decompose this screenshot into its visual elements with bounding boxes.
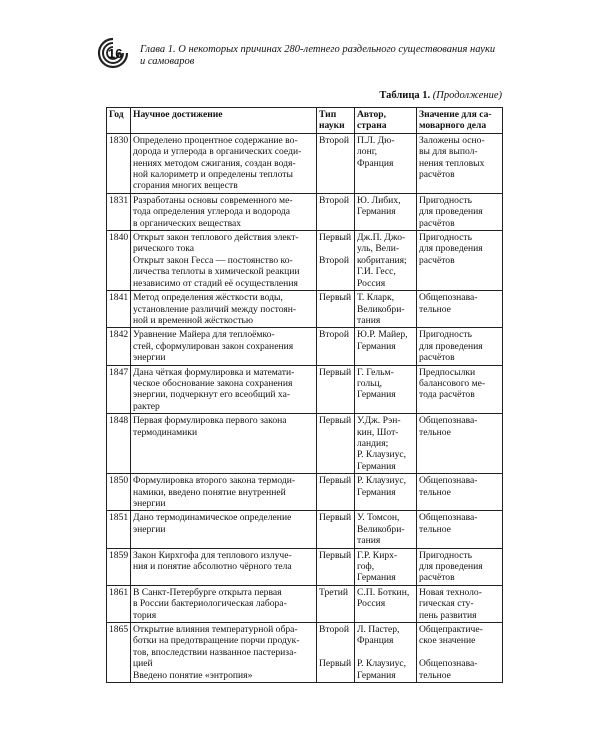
cell-significance: [417, 585, 503, 622]
cell-year: 1842: [107, 328, 131, 365]
table-caption: [379, 90, 502, 101]
cell-type-line: [319, 647, 352, 658]
cell-author-line: [357, 647, 414, 658]
cell-significance: [417, 623, 503, 683]
cell-achievement: [131, 623, 317, 683]
cell-author-line: Германия: [357, 206, 396, 218]
cell-significance-line: [419, 647, 500, 658]
cell-author-line: Г.Р. Кирх-: [357, 549, 398, 561]
cell-author-line: ландия;: [357, 437, 389, 449]
cell-type: [317, 133, 355, 193]
cell-author-line: гоф,: [357, 561, 375, 573]
cell-achievement-line: ной калориметр и определены теплоты: [133, 169, 293, 181]
cell-significance-line: расчётов: [419, 352, 455, 364]
cell-type-line: Первый: [319, 512, 352, 524]
table-row: [107, 193, 503, 230]
cell-type-line: Второй: [319, 329, 349, 341]
cell-achievement: [131, 585, 317, 622]
cell-significance-line: тельное: [419, 426, 451, 438]
cell-year: 1859: [107, 548, 131, 585]
cell-significance: [417, 133, 503, 193]
cell-significance-line: тельное: [419, 486, 451, 498]
cell-author-line: тания: [357, 535, 381, 547]
cell-type-line: Второй: [319, 254, 349, 266]
cell-achievement-line: термодинамики: [133, 426, 198, 438]
cell-type-line: Первый: [319, 415, 352, 427]
cell-author-line: Г. Гельм-: [357, 366, 394, 378]
cell-significance-line: Общепознава-: [419, 475, 478, 487]
cell-achievement: [131, 474, 317, 511]
cell-type-line: Первый: [319, 292, 352, 304]
cell-significance: [417, 365, 503, 414]
cell-significance-line: Пригодность: [419, 194, 472, 206]
cell-author-line: П.Л. Дю-: [357, 134, 395, 146]
cell-achievement-line: Дано термодинамическое определение: [133, 512, 292, 524]
cell-author-line: уль, Вели-: [357, 243, 400, 255]
cell-type: [317, 328, 355, 365]
cell-achievement-line: в органических веществах: [133, 217, 242, 229]
cell-significance-line: расчётов: [419, 572, 455, 584]
cell-author-line: Р. Клаузиус,: [357, 475, 407, 487]
cell-author: [355, 623, 417, 683]
cell-type-line: Третий: [319, 586, 349, 598]
running-head: [140, 44, 520, 68]
cell-author-line: Германия: [357, 340, 396, 352]
cell-author-line: Россия: [357, 277, 386, 289]
cell-year: 1851: [107, 511, 131, 548]
header-significance: [417, 108, 503, 134]
cell-achievement-line: личества теплоты в химической реакции: [133, 266, 300, 278]
cell-significance-line: Пригодность: [419, 329, 472, 341]
header-achievement: Научное достижение: [131, 108, 317, 134]
cell-author: [355, 193, 417, 230]
cell-significance: [417, 548, 503, 585]
cell-achievement-line: энергии: [133, 498, 166, 509]
cell-author-line: кин, Шот-: [357, 426, 399, 438]
cell-author-line: Франция: [357, 635, 394, 647]
cell-author: [355, 548, 417, 585]
table-row: [107, 231, 503, 291]
cell-achievement-line: Уравнение Майера для теплоёмко-: [133, 329, 275, 341]
cell-type-line: Первый: [319, 475, 352, 487]
cell-author-line: Л. Пастер,: [357, 624, 400, 636]
cell-achievement-line: Введено понятие «энтропия»: [133, 669, 253, 681]
cell-achievement-line: установление различий между постоян-: [133, 303, 297, 315]
cell-type: [317, 291, 355, 328]
cell-author-line: Германия: [357, 572, 396, 584]
cell-achievement: [131, 328, 317, 365]
table-row: [107, 328, 503, 365]
cell-year: 1848: [107, 414, 131, 474]
cell-achievement-line: Дана чёткая формулировка и математи-: [133, 366, 295, 378]
cell-achievement-line: рического тока: [133, 243, 195, 255]
table-caption-label: Таблица 1.: [379, 90, 431, 101]
table-caption-note: (Продолжение): [432, 90, 502, 101]
cell-achievement-line: в России бактериологическая лабора-: [133, 598, 287, 610]
cell-year: 1865: [107, 623, 131, 683]
cell-significance-line: расчётов: [419, 169, 455, 181]
cell-achievement: [131, 414, 317, 474]
cell-achievement-line: дорода и углерода в органических соеди-: [133, 146, 302, 158]
cell-significance: [417, 328, 503, 365]
table-row: [107, 623, 503, 683]
cell-achievement-line: тода определения углерода и водорода: [133, 206, 291, 218]
cell-achievement-line: ческое обоснование закона сохранения: [133, 377, 293, 389]
cell-significance-line: ское значение: [419, 635, 476, 647]
cell-author: [355, 133, 417, 193]
achievements-table: [106, 107, 503, 683]
cell-year: 1830: [107, 133, 131, 193]
table-row: [107, 291, 503, 328]
cell-type-line: Первый: [319, 232, 352, 244]
cell-significance-line: для проведения: [419, 561, 483, 573]
cell-author-line: У. Томсон,: [357, 512, 400, 524]
cell-author-line: Ю. Либих,: [357, 194, 401, 206]
cell-achievement: [131, 193, 317, 230]
cell-author-line: гольц,: [357, 377, 383, 389]
cell-type-line: [319, 243, 352, 254]
cell-author-line: Германия: [357, 389, 396, 401]
cell-author: [355, 291, 417, 328]
cell-achievement-line: намики, введено понятие внутренней: [133, 486, 286, 498]
cell-significance: [417, 193, 503, 230]
cell-author: [355, 328, 417, 365]
cell-significance-line: Новая техноло-: [419, 586, 482, 598]
cell-significance-line: тельное: [419, 303, 451, 315]
table-row: [107, 585, 503, 622]
header-type-line: науки: [319, 120, 345, 132]
cell-achievement-line: нениях методом сжигания, создан водя-: [133, 157, 296, 169]
cell-type: [317, 623, 355, 683]
cell-achievement: [131, 133, 317, 193]
cell-year: 1850: [107, 474, 131, 511]
cell-achievement-line: энергии, подчеркнут его всеобщий ха-: [133, 389, 291, 401]
cell-significance-line: Пригодность: [419, 549, 472, 561]
table-row: [107, 548, 503, 585]
cell-type: [317, 511, 355, 548]
cell-author: [355, 511, 417, 548]
cell-author-line: Дж.П. Джо-: [357, 232, 406, 244]
cell-significance: [417, 414, 503, 474]
cell-author-line: Великобри-: [357, 523, 405, 535]
running-head-line: Глава 1. О некоторых причинах 280-летнего раздельного существования науки: [140, 44, 496, 55]
page-number: 16: [108, 46, 123, 61]
cell-significance-line: Общепрактиче-: [419, 624, 483, 636]
cell-year: 1841: [107, 291, 131, 328]
cell-type: [317, 414, 355, 474]
cell-achievement-line: рактер: [133, 400, 160, 412]
cell-achievement-line: энергии: [133, 352, 166, 364]
cell-achievement: [131, 511, 317, 548]
cell-year: 1831: [107, 193, 131, 230]
header-author-line: страна: [357, 120, 387, 132]
cell-achievement: [131, 548, 317, 585]
cell-type-line: Второй: [319, 624, 349, 636]
cell-significance-line: Заложены осно-: [419, 134, 485, 146]
table-row: [107, 511, 503, 548]
cell-achievement-line: Определено процентное содержание во-: [133, 134, 298, 146]
cell-year: 1847: [107, 365, 131, 414]
cell-author-line: Германия: [357, 669, 396, 681]
cell-achievement-line: тов, впоследствии названное пастериза-: [133, 646, 297, 658]
cell-achievement-line: Метод определения жёсткости воды,: [133, 292, 283, 304]
table-row: [107, 474, 503, 511]
cell-achievement-line: стей, сформулирован закон сохранения: [133, 340, 294, 352]
cell-type: [317, 548, 355, 585]
cell-achievement-line: энергии: [133, 523, 166, 535]
cell-significance-line: расчётов: [419, 254, 455, 266]
header-type: [317, 108, 355, 134]
cell-achievement: [131, 365, 317, 414]
cell-achievement-line: цией: [133, 658, 153, 670]
header-year: Год: [107, 108, 131, 134]
cell-type-line: Первый: [319, 549, 352, 561]
cell-author-line: Г.И. Гесс,: [357, 266, 396, 278]
cell-author: [355, 585, 417, 622]
cell-achievement-line: ния и понятие абсолютно чёрного тела: [133, 561, 292, 573]
table-body: [107, 133, 503, 682]
table-row: [107, 133, 503, 193]
cell-achievement-line: Открыт закон теплового действия элект-: [133, 232, 299, 244]
cell-significance-line: тельное: [419, 669, 451, 681]
cell-achievement-line: В Санкт-Петербурге открыта первая: [133, 586, 282, 598]
cell-significance-line: тельное: [419, 523, 451, 535]
table-header-row: [107, 108, 503, 134]
cell-significance-line: Общепознава-: [419, 415, 478, 427]
cell-author: [355, 231, 417, 291]
cell-achievement-line: тория: [133, 609, 157, 621]
header-type-line: Тип: [319, 109, 337, 120]
cell-achievement-line: Закон Кирхгофа для теплового излуче-: [133, 549, 292, 561]
cell-author-line: Франция: [357, 157, 394, 169]
cell-author-line: Германия: [357, 460, 396, 472]
cell-achievement-line: Открытие влияния температурной обра-: [133, 624, 298, 636]
cell-author: [355, 474, 417, 511]
cell-author-line: Т. Кларк,: [357, 292, 394, 304]
cell-significance-line: для проведения: [419, 340, 483, 352]
cell-significance: [417, 231, 503, 291]
cell-author-line: У.Дж. Рэн-: [357, 415, 401, 427]
table-row: [107, 365, 503, 414]
cell-significance-line: Общепознава-: [419, 292, 478, 304]
cell-author-line: Россия: [357, 598, 386, 610]
cell-achievement-line: ботки на предотвращение порчи продук-: [133, 635, 300, 647]
cell-significance-line: Общепознава-: [419, 512, 478, 524]
cell-author-line: Великобри-: [357, 303, 405, 315]
header-author-line: Автор,: [357, 109, 386, 120]
cell-achievement-line: ной и временной жёсткостью: [133, 314, 254, 326]
header-author: [355, 108, 417, 134]
cell-type: [317, 585, 355, 622]
cell-author-line: кобритания;: [357, 254, 407, 266]
cell-author: [355, 365, 417, 414]
cell-significance: [417, 511, 503, 548]
header-significance-line: моварного дела: [419, 120, 487, 132]
cell-type: [317, 474, 355, 511]
cell-significance-line: Общепознава-: [419, 658, 478, 670]
cell-achievement: [131, 291, 317, 328]
cell-type-line: Второй: [319, 134, 349, 146]
running-head-line: и самоваров: [140, 56, 195, 67]
cell-significance-line: пень развития: [419, 609, 477, 621]
header-significance-line: Значение для са-: [419, 109, 492, 120]
cell-achievement-line: Формулировка второго закона термоди-: [133, 475, 296, 487]
cell-achievement-line: сгорания многих веществ: [133, 180, 238, 192]
cell-year: 1861: [107, 585, 131, 622]
cell-author-line: Р. Клаузиус,: [357, 658, 407, 670]
cell-significance: [417, 474, 503, 511]
cell-type: [317, 231, 355, 291]
cell-significance-line: Предпосылки: [419, 366, 476, 378]
cell-author-line: Ю.Р. Майер,: [357, 329, 408, 341]
cell-achievement-line: Открыт закон Гесса — постоянство ко-: [133, 254, 293, 266]
cell-achievement-line: Разработаны основы современного ме-: [133, 194, 293, 206]
cell-type-line: [319, 635, 352, 646]
cell-type: [317, 193, 355, 230]
cell-significance-line: нения тепловых: [419, 157, 485, 169]
cell-achievement: [131, 231, 317, 291]
cell-author-line: тания: [357, 314, 381, 326]
cell-significance: [417, 291, 503, 328]
cell-type: [317, 365, 355, 414]
cell-significance-line: Пригодность: [419, 232, 472, 244]
cell-significance-line: расчётов: [419, 217, 455, 229]
cell-achievement-line: независимо от стадий её осуществления: [133, 277, 298, 289]
cell-author-line: лонг,: [357, 146, 377, 158]
cell-year: 1840: [107, 231, 131, 291]
cell-significance-line: для проведения: [419, 243, 483, 255]
cell-author: [355, 414, 417, 474]
cell-author-line: Германия: [357, 486, 396, 498]
cell-author-line: Р. Клаузиус,: [357, 449, 407, 461]
cell-type-line: Второй: [319, 194, 349, 206]
cell-significance-line: тода расчётов: [419, 389, 475, 401]
cell-significance-line: для проведения: [419, 206, 483, 218]
cell-significance-line: вы для выпол-: [419, 146, 478, 158]
cell-achievement-line: Первая формулировка первого закона: [133, 415, 287, 427]
cell-type-line: Первый: [319, 366, 352, 378]
table-row: [107, 414, 503, 474]
cell-significance-line: балансового ме-: [419, 377, 486, 389]
cell-significance-line: гическая сту-: [419, 598, 474, 610]
cell-type-line: Первый: [319, 658, 352, 670]
cell-author-line: С.П. Боткин,: [357, 586, 410, 598]
